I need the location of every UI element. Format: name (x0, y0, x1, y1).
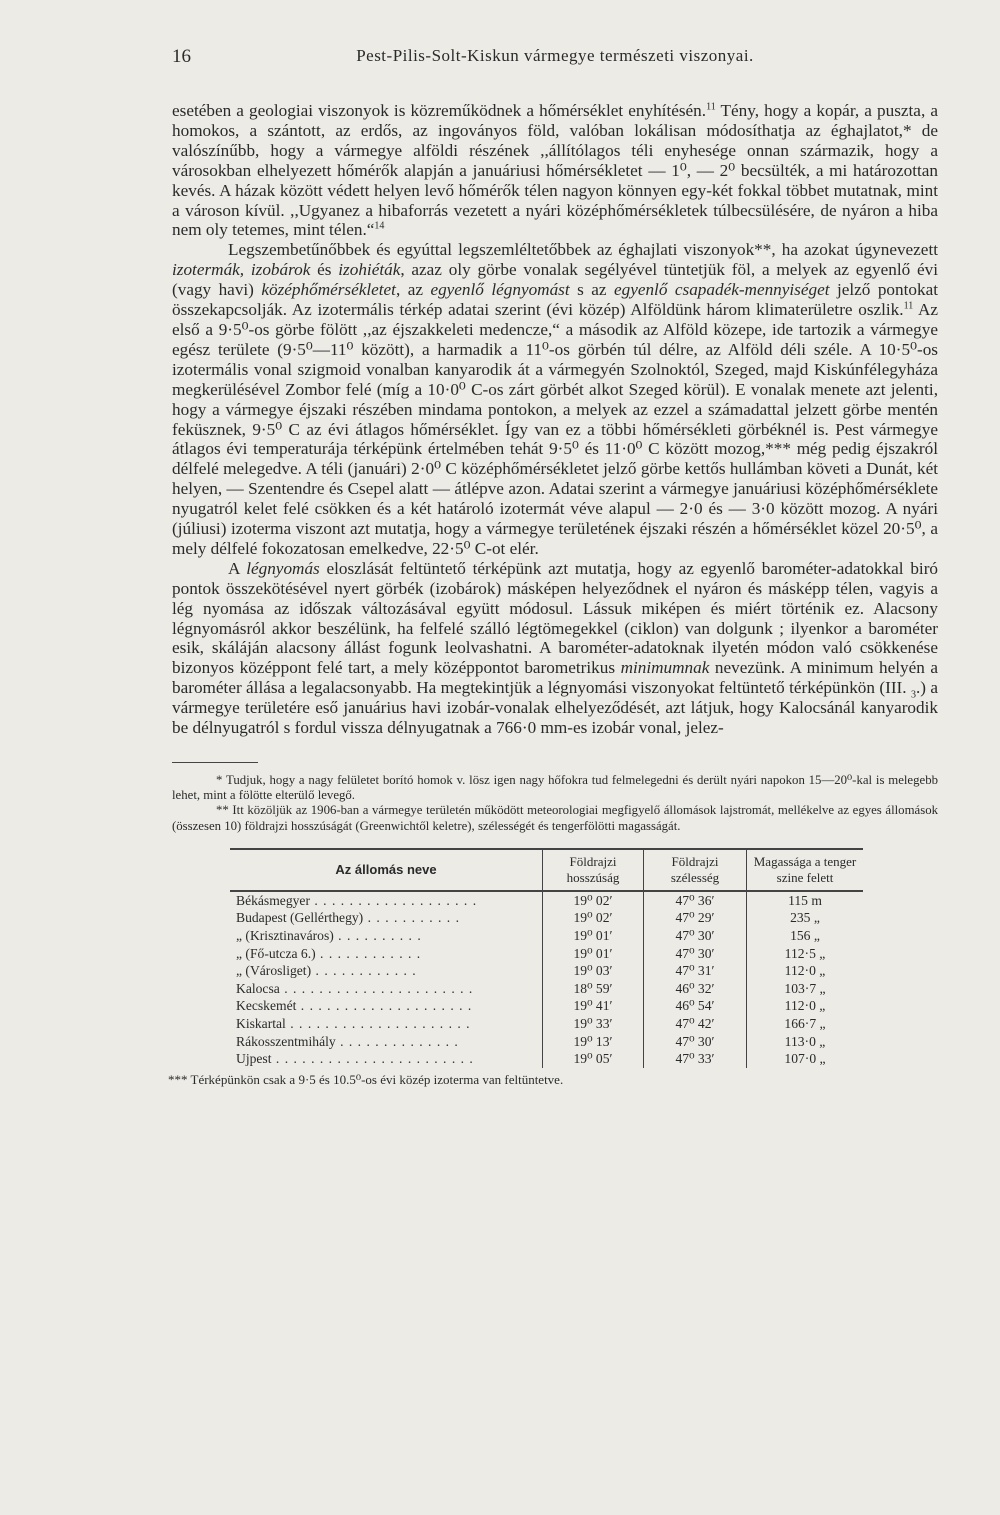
table-row: Ujpest . . . . . . . . . . . . . . . . . . . . . . . 19⁰ 05′ 47⁰ 33′ 107·0 „ (230, 1050, 863, 1068)
table-row: „ (Krisztinaváros) . . . . . . . . . . 19⁰ 01′ 47⁰ 30′ 156 „ (230, 927, 863, 945)
table-row: „ (Városliget) . . . . . . . . . . . . 19⁰ 03′ 47⁰ 31′ 112·0 „ (230, 962, 863, 980)
footnote-2: ** Itt közöljük az 1906-ban a vármegye területén működött meteorologiai megfigyelő állomások lajstromát, mellékelve az egyes állomások (összesen 10) földrajzi hosszúságát (Greenwichtől keletre), szélességét és tengerfölötti magasságát. (172, 803, 938, 833)
table-row: Kalocsa . . . . . . . . . . . . . . . . . . . . . . 18⁰ 59′ 46⁰ 32′ 103·7 „ (230, 980, 863, 998)
table-row: Békásmegyer . . . . . . . . . . . . . . . . . . . 19⁰ 02′ 47⁰ 36′ 115 m (230, 891, 863, 910)
header-longitude: Földrajzi hosszúság (543, 849, 644, 891)
header-latitude: Földrajzi szélesség (644, 849, 747, 891)
paragraph-2: Legszembetűnőbbek és egyúttal legszemléltetőbbek az éghajlati viszonyok**, ha azokat úgynevezett izotermák, izobárok és izohiéták, azaz oly görbe vonalak segélyével tüntetjük föl, a melyek az egyenlő évi (vagy havi) középhőmérsékletet, az egyenlő légnyomást s az egyenlő csapadék-mennyiséget jelző pontokat összekapcsolják. Az izotermális térkép adatai szerint (évi közép) Alföldünk három klimaterületre oszlik.$^{11}$ Az első a 9·5⁰-os görbe fölött ,,az éjszakkeleti medencze,“ a második az Alföld közepe, ide tartozik a vármegye egész területe (9·5⁰—11⁰ között), a harmadik a 11⁰-os görbén túl délre, az Alföld déli széle. A 10·5⁰-os izotermális vonal szigmoid vonalban kanyarodik át a vármegyén Szolnoktól, Szeged, majd Kiskúnfélegyháza megkerülésével Zombor felé (míg a 10·0⁰ C-os zárt görbét alkot Szeged körül). E vonalak menete azt jelenti, hogy a vármegye éjszaki részében mindama pontokon, a melyek az ezzel a számadattal jelzett görbe mentén feküsznek, 9·5⁰ C az évi átlagos hőmérséklet. Így van ez a többi hőmérsékleti görbéknél is. Pest vármegye átlagos évi temperaturája térképünk értelmében tehát 9·5⁰ és 11·0⁰ C között mozog,*** még pedig éjszakról délfelé melegedve. A téli (januári) 2·0⁰ C középhőmérsékletet jelző görbe kettős hullámban követi a Dunát, két helyen, — Szentendre és Csepel alatt — átlépve azon. Adatai szerint a vármegye januáriusi középhőmérséklete nyugatról kelet felé csökken és a két határoló izotermát véve alapul — 2·0 és — 3·0 között mozog. A nyári (júliusi) izoterma viszont azt mutatja, hogy a vármegye területének éjszaki részén a hőmérséklet közel 20·5⁰, a mely délfelé fokozatosan emelkedve, 22·5⁰ C-ot elér. (172, 240, 938, 558)
table-row: Rákosszentmihály . . . . . . . . . . . . . . 19⁰ 13′ 47⁰ 30′ 113·0 „ (230, 1033, 863, 1051)
body-text (172, 101, 938, 738)
table-footnote: *** Térképünkön csak a 9·5 és 10.5⁰-os évi közép izoterma van feltüntetve. (168, 1071, 564, 1087)
header-altitude: Magassága a tenger szine felett (747, 849, 864, 891)
footnotes (172, 773, 938, 834)
page-number: 16 (172, 46, 191, 67)
table-row: Budapest (Gellérthegy) . . . . . . . . . . . 19⁰ 02′ 47⁰ 29′ 235 „ (230, 909, 863, 927)
header-station-name: Az állomás neve (335, 861, 437, 877)
table-row: Kecskemét . . . . . . . . . . . . . . . . . . . . 19⁰ 41′ 46⁰ 54′ 112·0 „ (230, 997, 863, 1015)
stations-table (230, 848, 863, 1068)
table-row: „ (Fő-utcza 6.) . . . . . . . . . . . . 19⁰ 01′ 47⁰ 30′ 112·5 „ (230, 945, 863, 963)
table-row: Kiskartal . . . . . . . . . . . . . . . . . . . . . 19⁰ 33′ 47⁰ 42′ 166·7 „ (230, 1015, 863, 1033)
paragraph-1: esetében a geologiai viszonyok is közreműködnek a hőmérséklet enyhítésén.$^{11}$ Tény, hogy a kopár, a puszta, a homokos, a szántott, az erdős, az ingoványos föld, valóban lokálisan módosíthatja az éghajlatot,* de valószínűbb, hogy a vármegye alföldi részének ,,állítólagos téli enyhesége onnan származik, hogy a városokban elhelyezett hőmérők alapján a januáriusi hőmérsékletet — 1⁰, — 2⁰ becsülték, a mi határozottan kevés. A házak között védett helyen levő hőmérők télen nagyon könnyen egy-két fokkal többet mutatnak, mint a városon kívül. ,,Ugyanez a hibaforrás vezetett a nyári középhőmérsékletek túlbecsülésére, de nyáron a hiba nem oly tetemes, mint télen.“$^{14}$ (172, 101, 938, 240)
footnote-1: * Tudjuk, hogy a nagy felületet borító homok v. lösz igen nagy hőfokra tud felmelegedni és derült nyári napokon 15—20⁰-kal is melegebb lehet, mint a fölötte elterülő levegő. (172, 773, 938, 803)
page-header (172, 46, 938, 76)
footnote-rule (172, 762, 258, 763)
table-header-row (230, 849, 863, 891)
paragraph-3: A légnyomás eloszlását feltüntető térképünk azt mutatja, hogy az egyenlő barométer-adatokkal biró pontok összekötésével nyert görbék (izobárok) másképen helyeződnek el nyáron és másképp télen, vagyis a lég nyomása az időszak változásával együtt módosul. Lássuk miképen és miért történik ez. Alacsony légnyomásról akkor beszélünk, ha felfelé szálló légtömegekkel (ciklon) van dolgunk ; ilyenkor a barométer esik, skáláján alacsony állást fogunk leolvashatni. A barométer-adatoknak ilyetén módon való csökkenése bizonyos középpont felé tart, a mely középpontot barometrikus minimumnak nevezünk. A minimum helyén a barométer állása a legalacsonyabb. Ha megtekintjük a légnyomási viszonyokat feltüntető térképünkön (III. $_3$.) a vármegye területére eső januárius havi izobár-vonalak elhelyeződését, azt látjuk, hogy Kalocsánál kanyarodik be délnyugatról s fordul vissza délnyugatnak a 766·0 mm-es izobár vonal, jelez- (172, 558, 939, 738)
running-title: Pest-Pilis-Solt-Kiskun vármegye természeti viszonyai. (356, 46, 754, 65)
